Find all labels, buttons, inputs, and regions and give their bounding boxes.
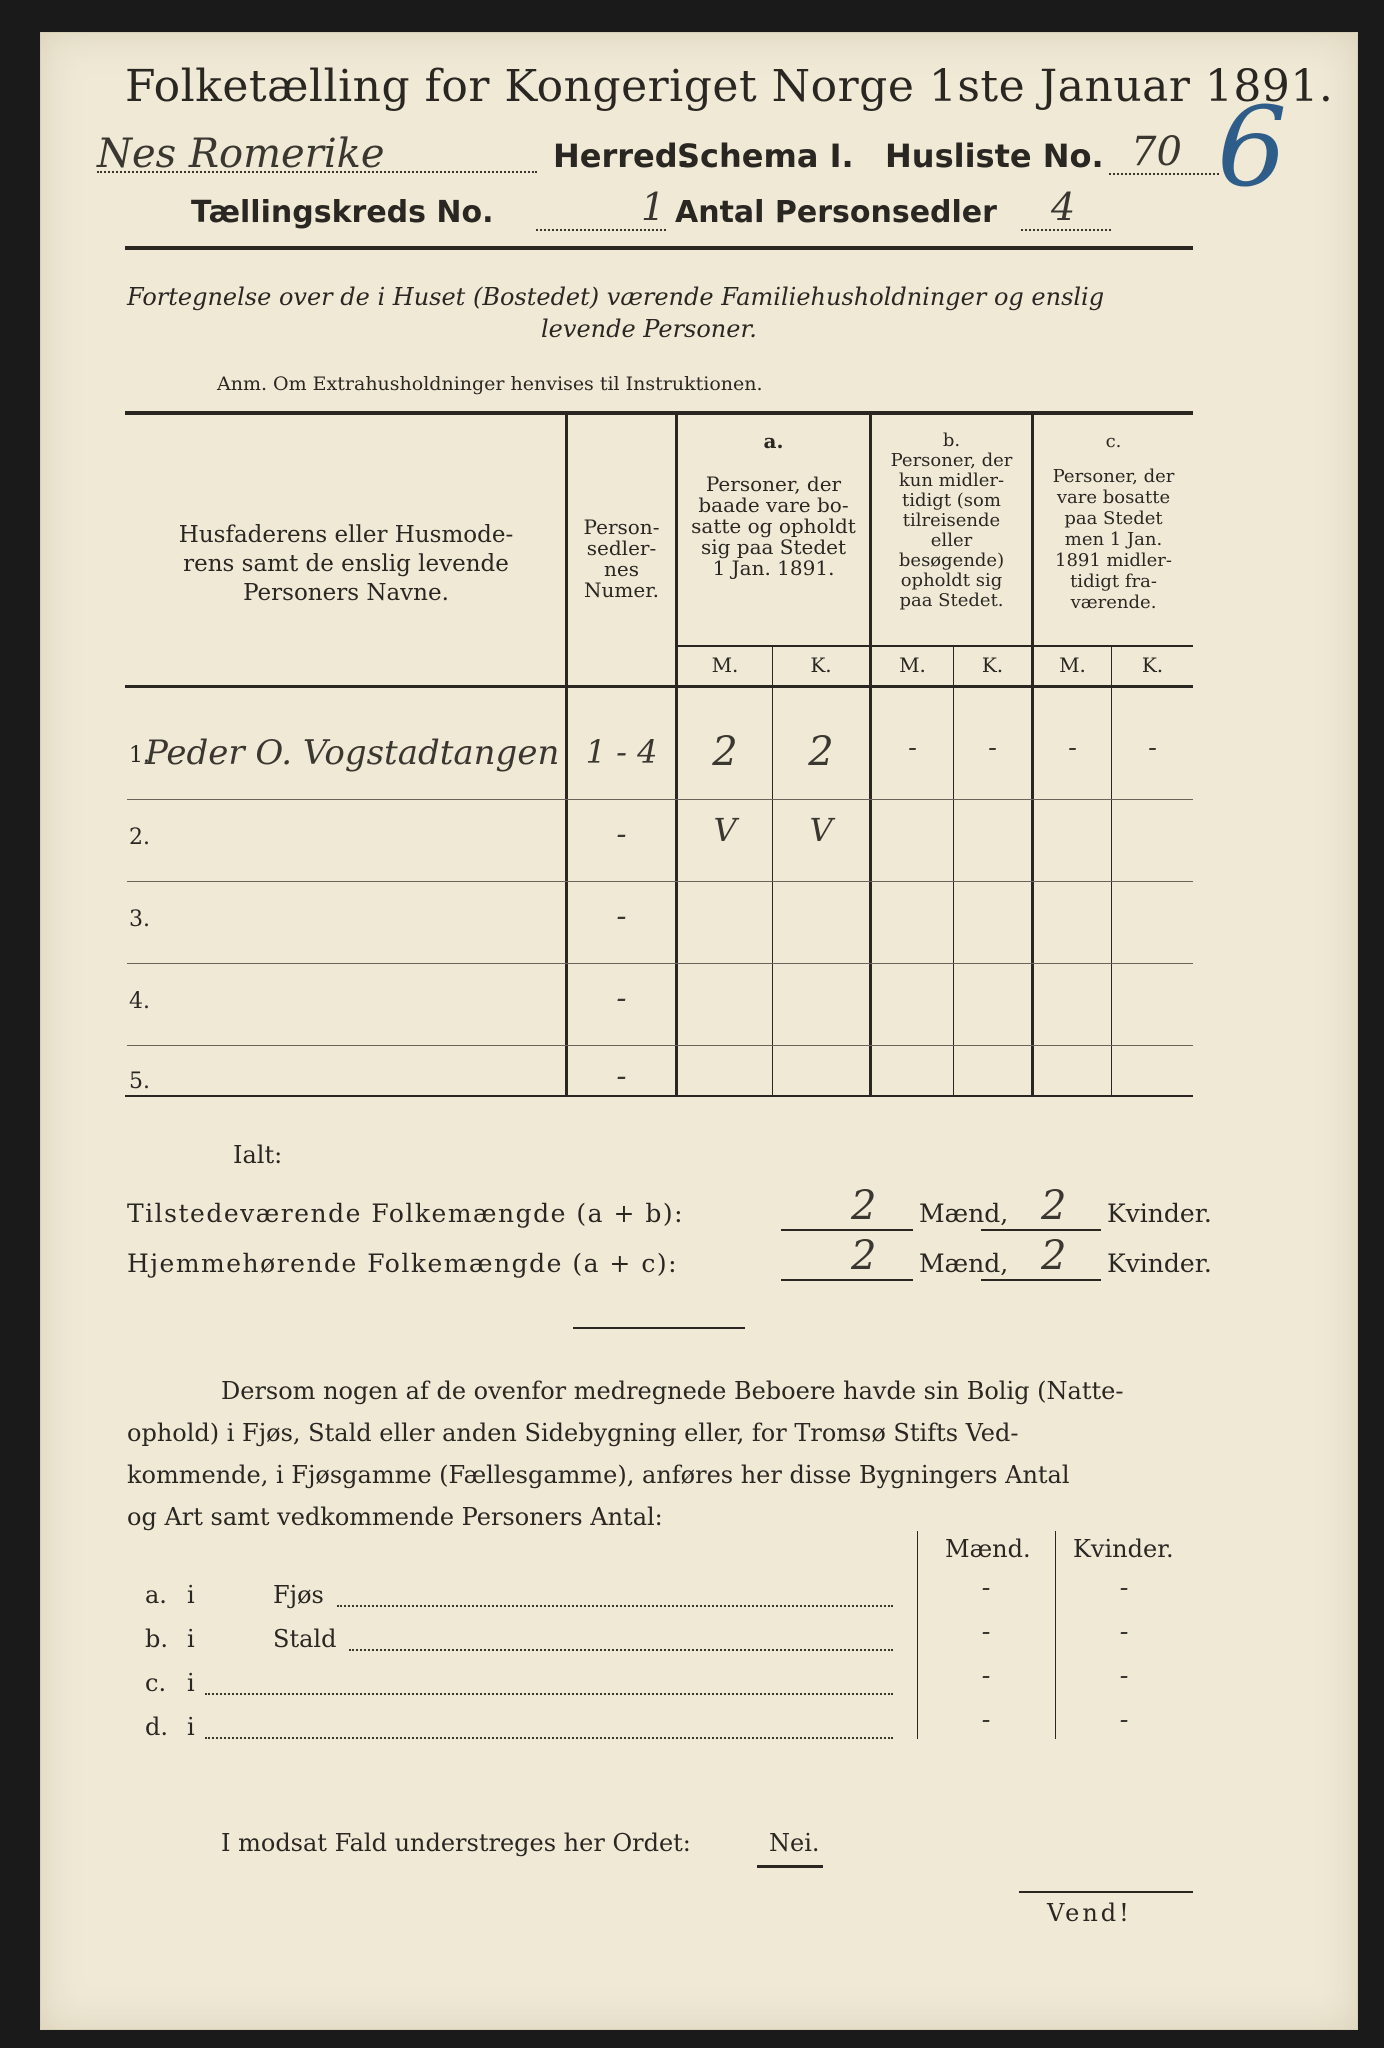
row-rule bbox=[127, 963, 1193, 964]
outbuilding-i: i bbox=[187, 1625, 195, 1653]
outbuildings-para-line-1: Dersom nogen af de ovenfor medregnede Beboere havde sin Bolig (Natte- bbox=[221, 1377, 1124, 1405]
herred-label: Herred. bbox=[553, 137, 690, 175]
antal-number: 4 bbox=[1051, 185, 1076, 229]
col-head-c-k: K. bbox=[1141, 653, 1164, 677]
row-number: 1. bbox=[129, 743, 150, 768]
outbuilding-kvinder: - bbox=[1119, 1705, 1129, 1735]
outbuilding-letter: a. bbox=[145, 1581, 167, 1609]
nei-word: Nei. bbox=[769, 1829, 820, 1857]
hjemme-kvinder-underline bbox=[981, 1279, 1101, 1281]
col-head-a-k: K. bbox=[810, 653, 832, 677]
col-head-number: Person- sedler- nes Numer. bbox=[583, 515, 660, 602]
outbuilding-kvinder: - bbox=[1119, 1661, 1129, 1691]
row-rule bbox=[127, 1045, 1193, 1046]
personsedler-number: - bbox=[616, 981, 627, 1016]
col-divider-a-mk bbox=[772, 647, 773, 1095]
mk-head-rule bbox=[678, 645, 1193, 647]
corner-page-mark: 6 bbox=[1217, 83, 1287, 211]
outbuilding-i: i bbox=[187, 1713, 195, 1741]
personsedler-number: 1 - 4 bbox=[585, 733, 658, 771]
col-head-a: a. Personer, der baade vare bo- satte og opholdt sig paa Stedet 1 Jan. 1891. bbox=[691, 429, 856, 580]
col-head-c-m: M. bbox=[1059, 653, 1086, 677]
outbuilding-letter: d. bbox=[145, 1713, 168, 1741]
cell-a-k: 2 bbox=[808, 729, 834, 775]
nei-underline bbox=[757, 1865, 823, 1868]
intro-line-1: Fortegnelse over de i Huset (Bostedet) værende Familiehusholdninger og enslig bbox=[127, 283, 1105, 311]
outbuildings-para-line-2: ophold) i Fjøs, Stald eller anden Sidebygning eller, for Tromsø Stifts Ved- bbox=[127, 1419, 1019, 1447]
col-head-c: c. Personer, der vare bosatte paa Stedet men 1 Jan. 1891 midler- tidigt fra- værende. bbox=[1052, 431, 1175, 613]
hjemme-maend-label: Mænd, bbox=[919, 1249, 1009, 1278]
outbuilding-kvinder: - bbox=[1119, 1573, 1129, 1603]
outbuilding-kvinder: - bbox=[1119, 1617, 1129, 1647]
col-head-a-m: M. bbox=[711, 653, 739, 677]
antal-dotted-line bbox=[1021, 229, 1111, 231]
modsat-text: I modsat Fald understreges her Ordet: bbox=[221, 1829, 691, 1857]
hjemme-maend-value: 2 bbox=[851, 1233, 877, 1279]
kreds-label: Tællingskreds No. bbox=[191, 195, 494, 230]
vend-label: Vend! bbox=[1047, 1899, 1132, 1927]
husliste-dotted-line bbox=[1109, 173, 1219, 175]
row-number: 3. bbox=[129, 907, 150, 932]
table-bottom-rule bbox=[125, 1095, 1193, 1097]
outbuilding-letter: c. bbox=[145, 1669, 167, 1697]
outbuilding-label: Fjøs bbox=[273, 1581, 324, 1609]
col-head-b-m: M. bbox=[899, 653, 926, 677]
row-number: 4. bbox=[129, 989, 150, 1014]
personsedler-number: - bbox=[616, 817, 627, 852]
ialt-label: Ialt: bbox=[233, 1141, 283, 1169]
cell-c-m: - bbox=[1068, 733, 1077, 763]
antal-label: Antal Personsedler bbox=[675, 195, 997, 230]
husliste-number: 70 bbox=[1131, 129, 1182, 175]
outbuilding-maend: - bbox=[981, 1573, 991, 1603]
kreds-dotted-line bbox=[536, 229, 666, 231]
outbuilding-i: i bbox=[187, 1581, 195, 1609]
intro-line-2: levende Personer. bbox=[541, 315, 757, 343]
tilstede-label: Tilstedeværende Folkemængde (a + b): bbox=[127, 1199, 685, 1228]
schema-label: Schema I. bbox=[677, 137, 854, 175]
col-divider-c-mk bbox=[1111, 647, 1112, 1095]
tilstede-maend-underline bbox=[781, 1229, 913, 1231]
cell-b-k: - bbox=[988, 733, 997, 763]
outbuilding-i: i bbox=[187, 1669, 195, 1697]
outbuildings-para-line-3: kommende, i Fjøsgamme (Fællesgamme), anføres her disse Bygningers Antal bbox=[127, 1461, 1070, 1489]
vend-rule bbox=[1019, 1891, 1193, 1893]
outbuilding-dotted-line bbox=[205, 1737, 893, 1739]
outbuilding-maend: - bbox=[981, 1705, 991, 1735]
place-name-dotted-line bbox=[97, 171, 537, 173]
outbuildings-para-line-4: og Art samt vedkommende Personers Antal: bbox=[127, 1503, 663, 1531]
row-number: 2. bbox=[129, 825, 150, 850]
outbuilding-dotted-line bbox=[349, 1649, 893, 1651]
householder-name: Peder O. Vogstadtangen bbox=[145, 733, 560, 773]
check-mark-a-k: V bbox=[809, 811, 833, 849]
outbuilding-label: Stald bbox=[273, 1625, 337, 1653]
hjemme-kvinder-label: Kvinder. bbox=[1107, 1249, 1212, 1278]
personsedler-number: - bbox=[616, 899, 627, 934]
cell-a-m: 2 bbox=[712, 729, 738, 775]
outbuilding-dotted-line bbox=[337, 1605, 893, 1607]
cell-b-m: - bbox=[908, 733, 917, 763]
col-head-name: Husfaderens eller Husmode- rens samt de enslig levende Personers Navne. bbox=[178, 522, 514, 606]
header-rule bbox=[125, 246, 1193, 250]
outbuildings-head-kvinder: Kvinder. bbox=[1073, 1535, 1174, 1563]
row-number: 5. bbox=[129, 1069, 150, 1094]
census-form-page bbox=[40, 32, 1358, 2030]
tilstede-kvinder-value: 2 bbox=[1041, 1183, 1067, 1229]
outbuildings-head-maend: Mænd. bbox=[945, 1535, 1031, 1563]
cell-c-k: - bbox=[1148, 733, 1157, 763]
outbuilding-maend: - bbox=[981, 1661, 991, 1691]
tilstede-maend-label: Mænd, bbox=[919, 1199, 1009, 1228]
place-name-handwritten: Nes Romerike bbox=[97, 131, 385, 177]
anm-note: Anm. Om Extrahusholdninger henvises til Instruktionen. bbox=[217, 373, 763, 395]
outbuilding-maend: - bbox=[981, 1617, 991, 1647]
col-head-b: b. Personer, der kun midler- tidigt (som tilreisende eller besøgende) opholdt sig paa Stedet. bbox=[890, 430, 1013, 611]
kreds-number: 1 bbox=[641, 185, 666, 229]
outbuilding-dotted-line bbox=[205, 1693, 893, 1695]
tilstede-maend-value: 2 bbox=[851, 1183, 877, 1229]
check-mark-a-m: V bbox=[713, 811, 737, 849]
col-head-b-k: K. bbox=[981, 653, 1004, 677]
tilstede-kvinder-label: Kvinder. bbox=[1107, 1199, 1212, 1228]
tilstede-kvinder-underline bbox=[981, 1229, 1101, 1231]
section-separator bbox=[573, 1327, 745, 1329]
hjemme-maend-underline bbox=[781, 1279, 913, 1281]
husliste-label: Husliste No. bbox=[885, 137, 1104, 175]
outbuilding-letter: b. bbox=[145, 1625, 168, 1653]
row-rule bbox=[127, 799, 1193, 800]
row-rule bbox=[127, 881, 1193, 882]
col-divider-b-mk bbox=[953, 647, 954, 1095]
personsedler-number: - bbox=[616, 1059, 627, 1094]
form-title: Folketælling for Kongeriget Norge 1ste Januar 1891. bbox=[125, 61, 1334, 112]
hjemme-kvinder-value: 2 bbox=[1041, 1233, 1067, 1279]
hjemme-label: Hjemmehørende Folkemængde (a + c): bbox=[127, 1249, 678, 1278]
